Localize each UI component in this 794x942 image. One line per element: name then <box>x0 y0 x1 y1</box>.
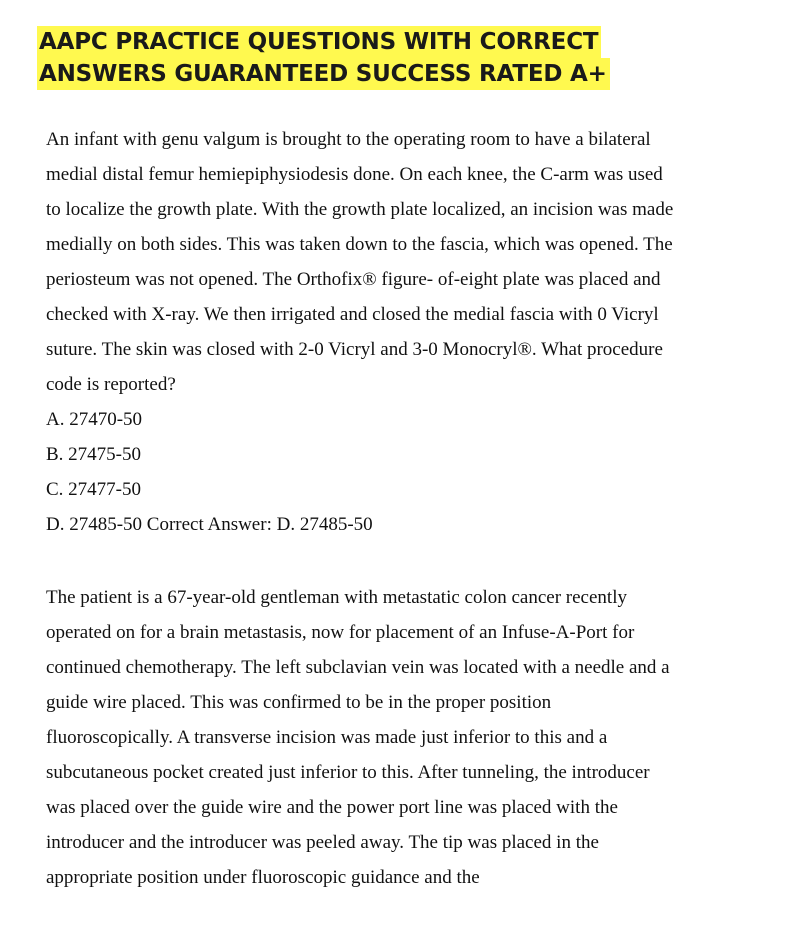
answer-option-c: C. 27477-50 <box>46 479 141 500</box>
question-1 <box>46 122 746 542</box>
question-2-line: The patient is a 67-year-old gentleman with metastatic colon cancer recently <box>46 587 627 608</box>
question-2-line: continued chemotherapy. The left subclavian vein was located with a needle and a <box>46 657 670 678</box>
title-line-1: AAPC PRACTICE QUESTIONS WITH CORRECT <box>37 26 601 58</box>
question-2-line: subcutaneous pocket created just inferior to this. After tunneling, the introducer <box>46 762 650 783</box>
question-2 <box>46 580 746 895</box>
question-1-line: periosteum was not opened. The Orthofix® figure- of-eight plate was placed and <box>46 269 661 290</box>
question-1-line: medially on both sides. This was taken down to the fascia, which was opened. The <box>46 234 673 255</box>
question-2-line: appropriate position under fluoroscopic guidance and the <box>46 867 480 888</box>
question-1-line: to localize the growth plate. With the growth plate localized, an incision was made <box>46 199 674 220</box>
question-2-line: fluoroscopically. A transverse incision was made just inferior to this and a <box>46 727 608 748</box>
question-1-line: suture. The skin was closed with 2-0 Vicryl and 3-0 Monocryl®. What procedure <box>46 339 663 360</box>
document-title <box>37 26 610 90</box>
question-1-line: code is reported? <box>46 374 176 395</box>
title-line-2: ANSWERS GUARANTEED SUCCESS RATED A+ <box>37 58 610 90</box>
question-2-line: was placed over the guide wire and the power port line was placed with the <box>46 797 618 818</box>
question-2-line: operated on for a brain metastasis, now for placement of an Infuse-A-Port for <box>46 622 635 643</box>
question-2-line: guide wire placed. This was confirmed to be in the proper position <box>46 692 552 713</box>
answer-option-b: B. 27475-50 <box>46 444 141 465</box>
question-1-line: medial distal femur hemiepiphysiodesis done. On each knee, the C-arm was used <box>46 164 663 185</box>
question-1-line: An infant with genu valgum is brought to the operating room to have a bilateral <box>46 129 651 150</box>
answer-option-a: A. 27470-50 <box>46 409 143 430</box>
question-2-line: introducer and the introducer was peeled away. The tip was placed in the <box>46 832 599 853</box>
answer-option-d-with-correct-answer: D. 27485-50 Correct Answer: D. 27485-50 <box>46 514 373 535</box>
question-1-line: checked with X-ray. We then irrigated and closed the medial fascia with 0 Vicryl <box>46 304 659 325</box>
